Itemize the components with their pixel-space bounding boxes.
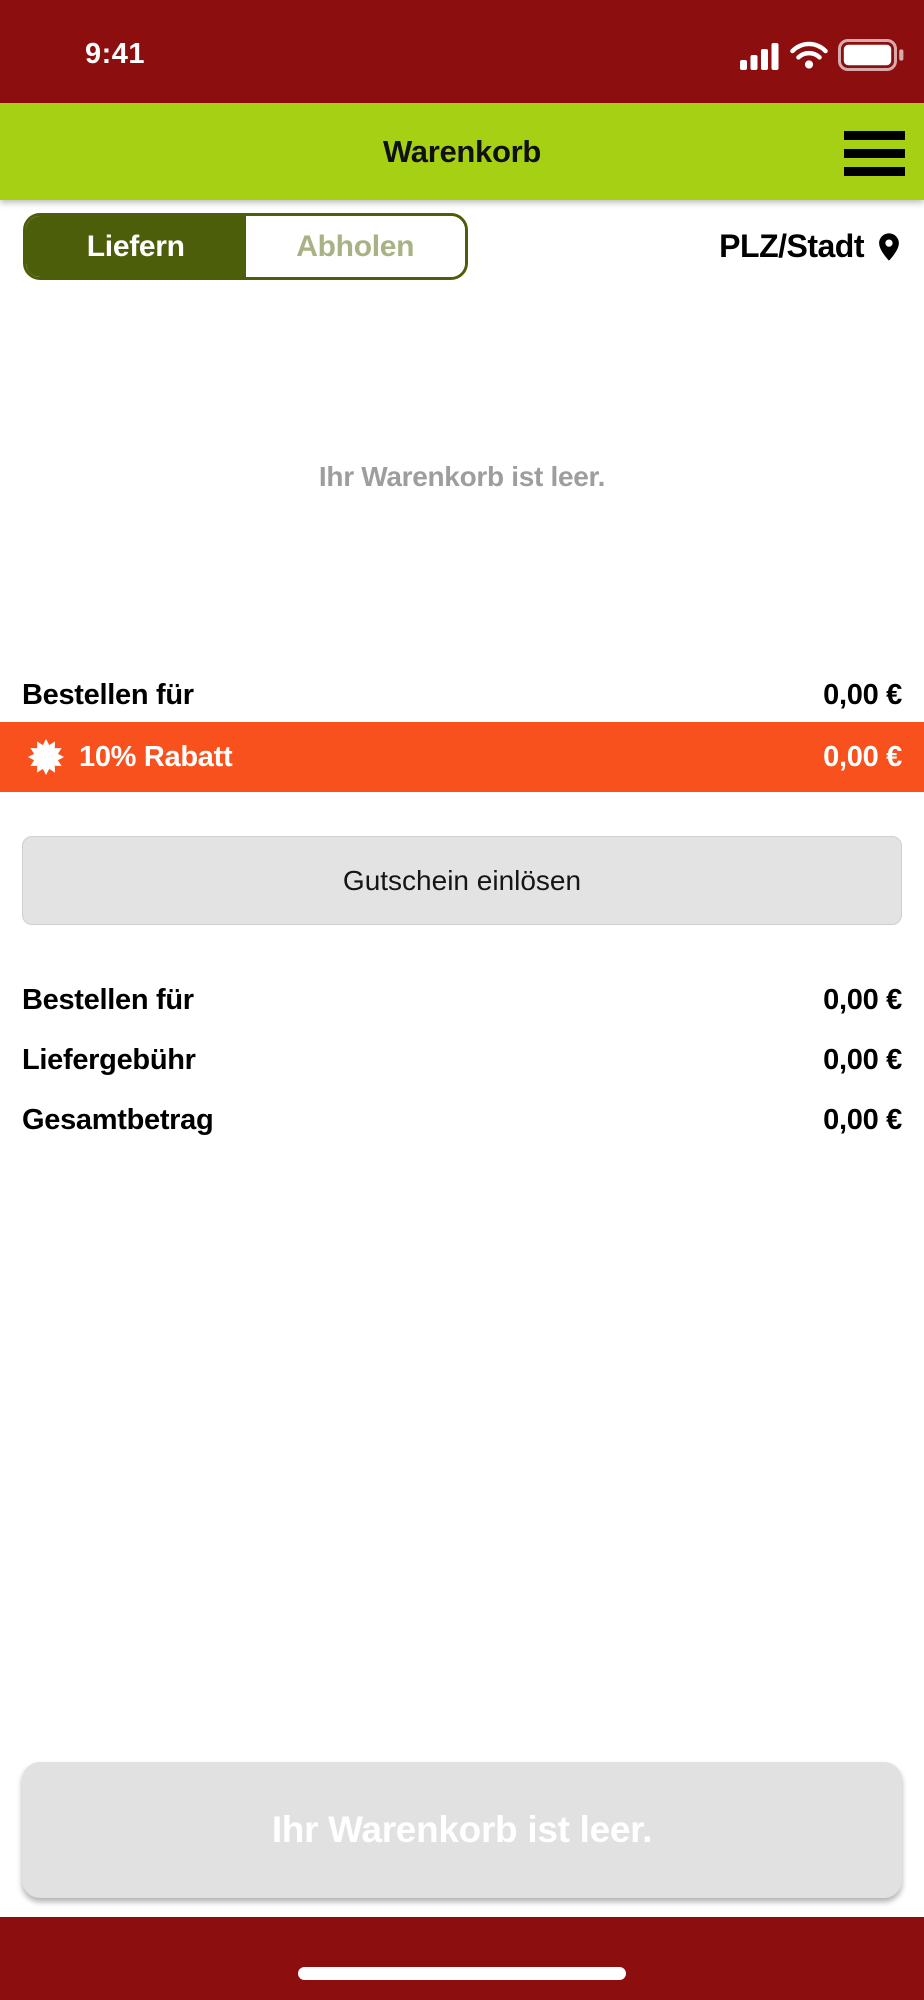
toggle-delivery[interactable]: Liefern — [26, 216, 246, 277]
status-time: 9:41 — [85, 38, 146, 70]
total-row-grand-total — [22, 1090, 902, 1150]
hamburger-menu-icon[interactable] — [844, 131, 905, 176]
starburst-icon — [28, 739, 64, 775]
delivery-mode-toggle — [23, 213, 468, 280]
total-value: 0,00 € — [823, 1043, 902, 1076]
app-header — [0, 103, 924, 200]
redeem-voucher-button[interactable]: Gutschein einlösen — [22, 836, 902, 925]
discount-bar — [0, 722, 924, 792]
order-amount-row — [22, 676, 902, 714]
empty-cart-message: Ihr Warenkorb ist leer. — [318, 461, 606, 492]
wifi-icon — [790, 40, 828, 70]
total-row-delivery-fee — [22, 1030, 902, 1090]
bottom-system-bar — [0, 1917, 924, 2000]
location-label: PLZ/Stadt — [719, 228, 864, 264]
total-value: 0,00 € — [823, 983, 902, 1016]
total-label: Gesamtbetrag — [22, 1103, 214, 1136]
location-picker[interactable] — [719, 213, 905, 280]
order-amount-label: Bestellen für — [22, 679, 194, 711]
discount-label: 10% Rabatt — [79, 740, 233, 773]
total-row-order — [22, 970, 902, 1030]
status-icons — [740, 39, 904, 71]
checkout-button-disabled[interactable]: Ihr Warenkorb ist leer. — [22, 1762, 902, 1898]
total-label: Liefergebühr — [22, 1043, 196, 1076]
discount-value: 0,00 € — [823, 740, 902, 773]
totals-section — [22, 970, 902, 1150]
status-bar — [0, 0, 924, 103]
order-amount-value: 0,00 € — [823, 679, 902, 711]
map-pin-icon — [873, 226, 905, 268]
total-label: Bestellen für — [22, 983, 194, 1016]
toggle-pickup[interactable]: Abholen — [246, 216, 466, 277]
total-value: 0,00 € — [823, 1103, 902, 1136]
cellular-signal-icon — [740, 40, 780, 70]
battery-icon — [838, 39, 904, 71]
home-indicator[interactable] — [298, 1967, 626, 1980]
page-title: Warenkorb — [382, 133, 542, 169]
